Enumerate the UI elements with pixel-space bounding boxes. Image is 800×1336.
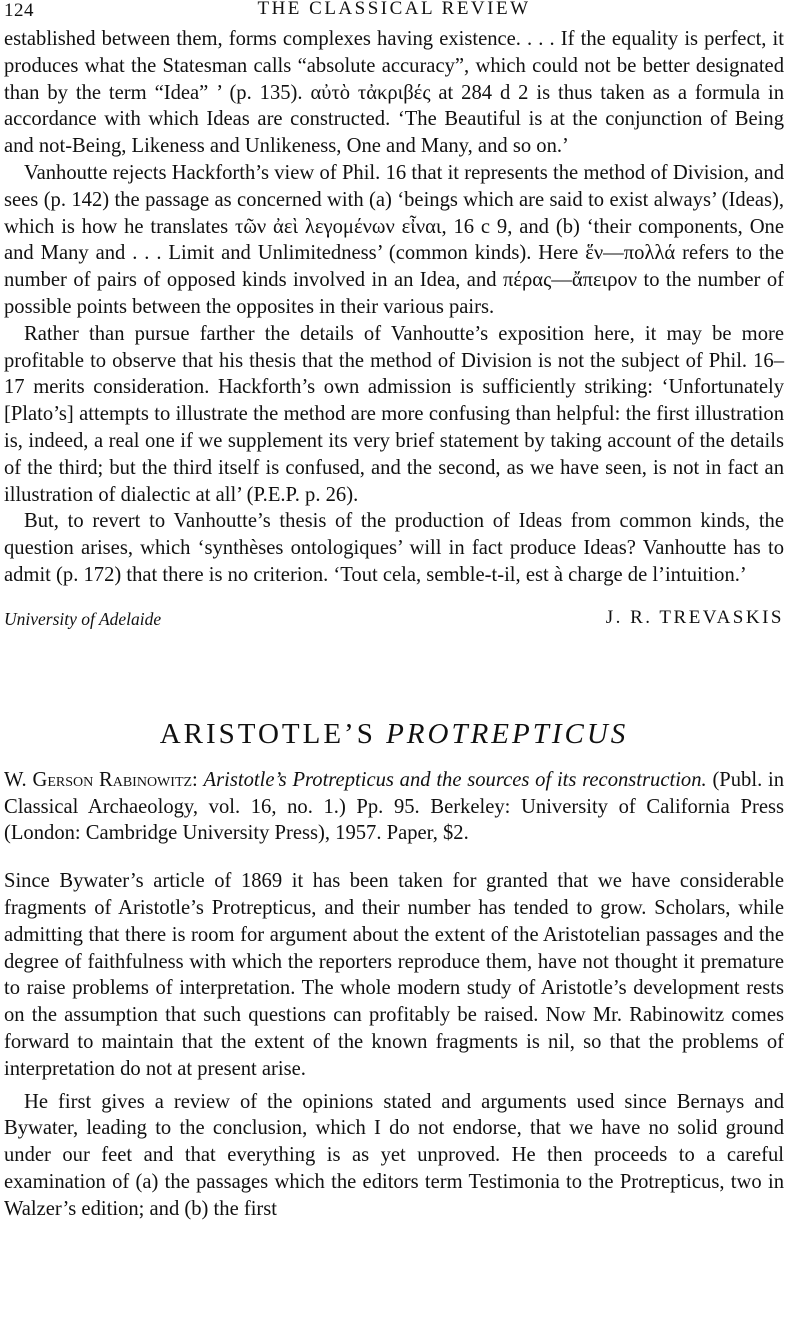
- running-head: [4, 0, 784, 26]
- heading-italic-text: PROTREPTICUS: [386, 717, 629, 750]
- previous-review-body: [4, 26, 784, 589]
- page-number: 124: [4, 0, 34, 21]
- heading-text: ARISTOTLE’S: [159, 717, 387, 750]
- journal-title: THE CLASSICAL REVIEW: [257, 0, 531, 19]
- book-details: (Publ. in Classical Archaeology, vol. 16, no. 1.) Pp. 95. Berkeley: University of California Press (London: Cambridge University Press), 1957. Paper, $2.: [4, 768, 784, 845]
- reviewer-affiliation: University of Adelaide: [4, 608, 162, 629]
- paragraph: Rather than pursue farther the details of Vanhoutte’s exposition here, it may be more profitable to observe that his thesis that the method of Division is not the subject of Phil. 16–17 merits consideration. Hackforth’s own admission is sufficiently striking: ‘Unfortunately [Plato’s] attempts to illustrate the method are more confusing than helpful: the first illustration is, indeed, a real one if we supplement its very brief statement by taking account of the details of the third; but the third itself is confused, and the second, as we have seen, is not in fact an illustration of dialectic at all’ (P.E.P. p. 26).: [4, 322, 784, 506]
- review-heading: [4, 717, 784, 755]
- book-title: Aristotle’s Protrepticus and the sources of its reconstruction.: [203, 768, 707, 791]
- paragraph: He first gives a review of the opinions stated and arguments used since Bernays and Bywater, leading to the conclusion, which I do not endorse, that we have no solid ground under our feet and that everything is as yet unproved. He then proceeds to a careful examination of (a) the passages which the editors term Testimonia to the Protrepticus, two in Walzer’s edition; and (b) the first: [4, 1090, 784, 1220]
- paragraph: established between them, forms complexes having existence. . . . If the equality is perfect, it produces what the Statesman calls “absolute accuracy”, which could not be better designated than by the term “Idea” ’ (p. 135). αὐτὸ τἀκριβές at 284 d 2 is thus taken as a formula in accordance with which Ideas are constructed. ‘The Beautiful is at the conjunction of Being and not-Being, Likeness and Unlikeness, One and Many, and so on.’: [4, 28, 784, 158]
- bibliographic-entry: W. Gerson Rabinowitz: Aristotle’s Protrepticus and the sources of its reconstruction. (Publ. in Classical Archaeology, vol. 16, no. 1.) Pp. 95. Berkeley: University of California Press (London: Cambridge University Press), 1957. Paper, $2.: [4, 768, 784, 845]
- paragraph: But, to revert to Vanhoutte’s thesis of the production of Ideas from common kinds, the question arises, which ‘synthèses ontologiques’ will in fact produce Ideas? Vanhoutte has to admit (p. 172) that there is no criterion. ‘Tout cela, semble-t-il, est à charge de l’intuition.’: [4, 510, 784, 586]
- book-author: W. Gerson Rabinowitz: [4, 768, 193, 791]
- new-review-body: [4, 868, 784, 1222]
- review-signature: [4, 606, 784, 645]
- paragraph: Since Bywater’s article of 1869 it has been taken for granted that we have considerable fragments of Aristotle’s Protrepticus, and their number has tended to grow. Scholars, while admitting that there is room for argument about the extent of the Aristotelian passages and the degree of faithfulness with which the reporters reproduce them, have not thought it premature to raise problems of interpretation. The whole modern study of Aristotle’s development rests on the assumption that such questions can profitably be raised. Now Mr. Rabinowitz comes forward to maintain that the extent of the known fragments is nil, so that the problems of interpretation do not at present arise.: [4, 870, 784, 1080]
- paragraph: Vanhoutte rejects Hackforth’s view of Phil. 16 that it represents the method of Division, and sees (p. 142) the passage as concerned with (a) ‘beings which are said to exist always’ (Ideas), which is how he translates τῶν ἀεὶ λεγομένων εἶναι, 16 c 9, and (b) ‘their components, One and Many and . . . Limit and Unlimitedness’ (common kinds). Here ἕν—πολλά refers to the number of pairs of opposed kinds involved in an Idea, and πέρας—ἄπειρον to the number of possible points between the opposites in their various pairs.: [4, 161, 784, 318]
- divider: [4, 859, 784, 860]
- reviewer-name: J. R. TREVASKIS: [605, 606, 784, 628]
- journal-page: [4, 0, 784, 1222]
